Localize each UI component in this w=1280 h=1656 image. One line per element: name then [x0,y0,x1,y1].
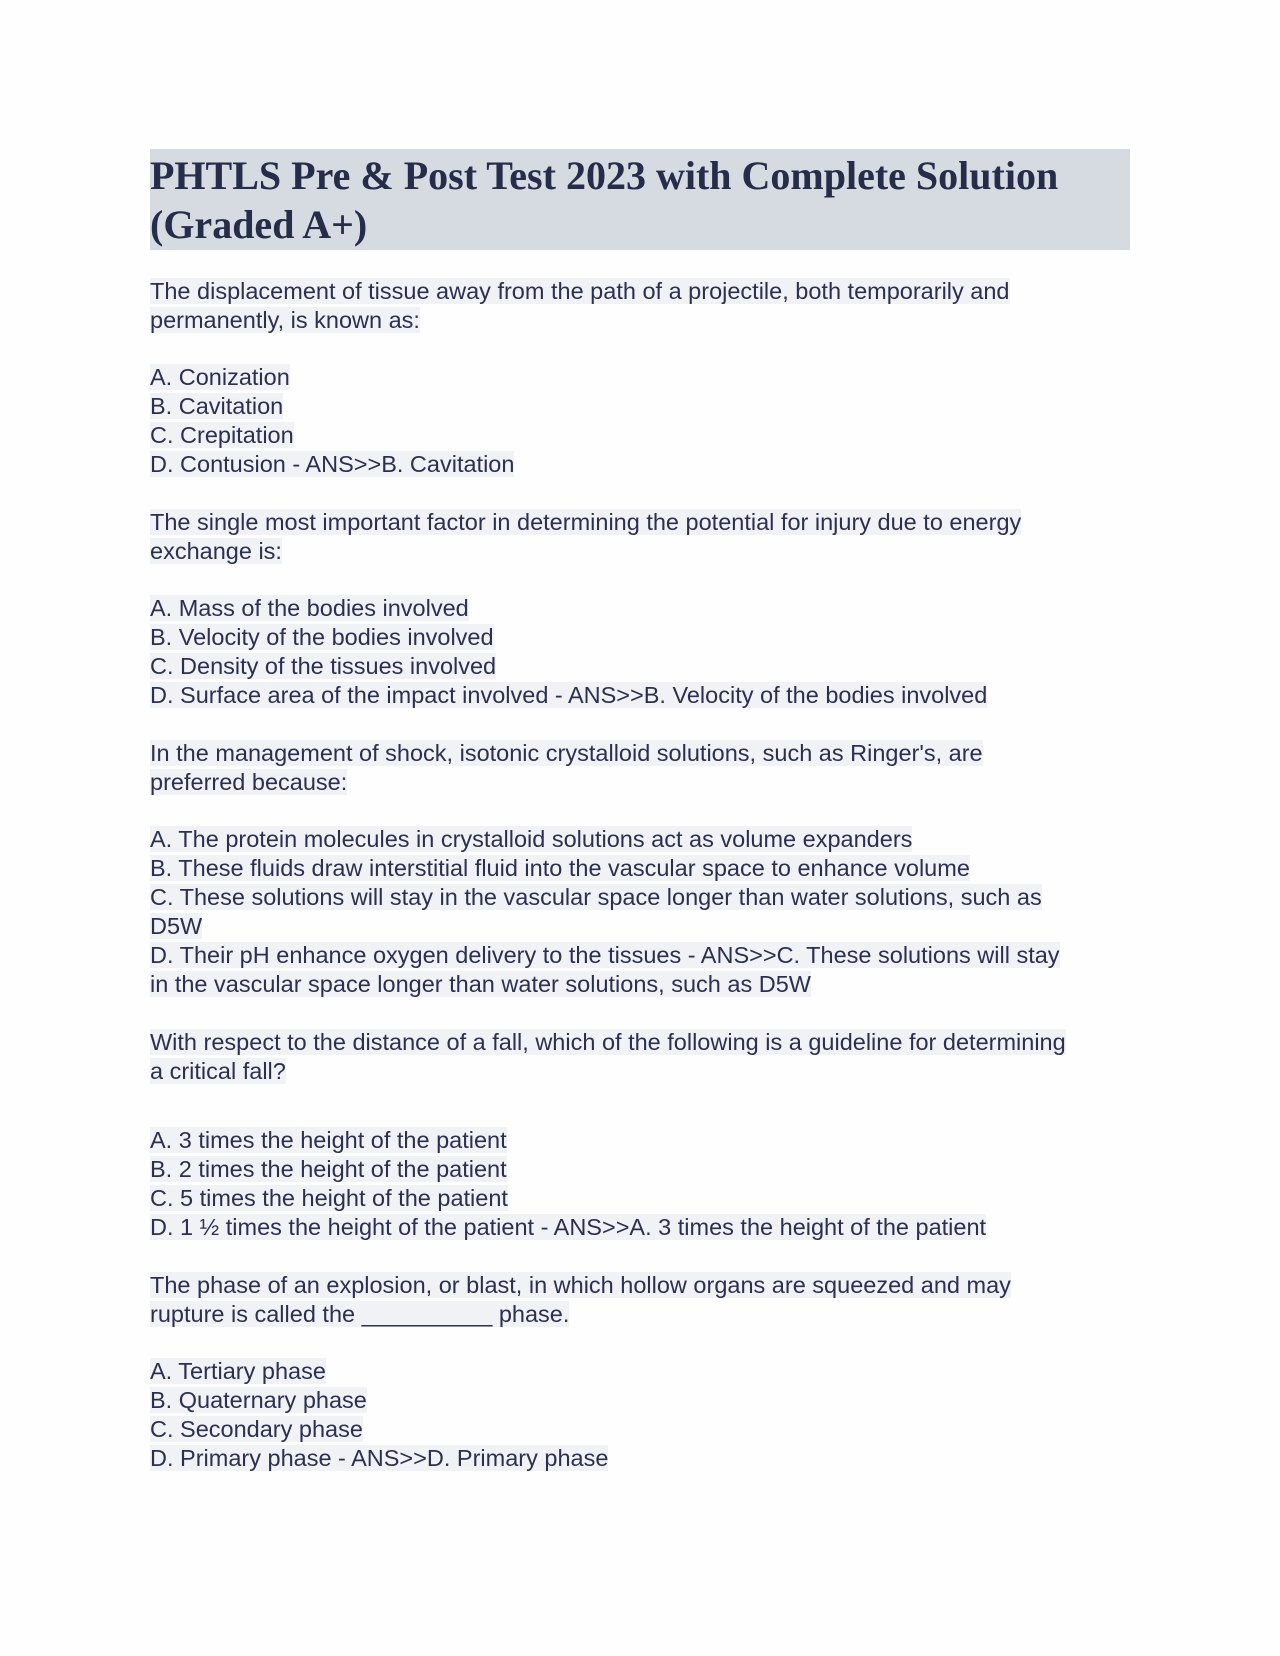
question-line: preferred because: [150,769,348,795]
question-text [150,1028,1130,1086]
document-page [150,149,1130,1473]
option-answer-line: in the vascular space longer than water solutions, such as D5W [150,971,811,997]
option-line: A. Mass of the bodies involved [150,595,469,621]
question-line: rupture is called the __________ phase. [150,1301,570,1327]
question-block [150,1028,1130,1242]
answer-options [150,594,1130,710]
question-block [150,1271,1130,1473]
answer-options [150,1357,1130,1473]
option-answer-line: D. 1 ½ times the height of the patient - ANS>>A. 3 times the height of the patient [150,1214,987,1240]
document-title [150,149,1130,250]
question-text [150,277,1130,335]
option-line: A. 3 times the height of the patient [150,1127,507,1153]
option-answer-line: D. Surface area of the impact involved - ANS>>B. Velocity of the bodies involved [150,682,988,708]
option-line: C. Density of the tissues involved [150,653,497,679]
answer-options [150,825,1130,999]
option-line: C. Crepitation [150,422,294,448]
option-line: A. The protein molecules in crystalloid solutions act as volume expanders [150,826,913,852]
question-block [150,508,1130,710]
question-text [150,739,1130,797]
question-line: permanently, is known as: [150,307,420,333]
question-block [150,739,1130,999]
answer-options [150,363,1130,479]
option-line: B. These fluids draw interstitial fluid into the vascular space to enhance volume [150,855,970,881]
question-line: The phase of an explosion, or blast, in which hollow organs are squeezed and may [150,1272,1011,1298]
question-text [150,1271,1130,1329]
option-line: B. Cavitation [150,393,284,419]
title-line: PHTLS Pre & Post Test 2023 with Complete Solution [150,153,1059,198]
question-line: With respect to the distance of a fall, which of the following is a guideline for determining [150,1029,1066,1055]
option-line: A. Conization [150,364,290,390]
option-line: D5W [150,913,203,939]
option-line: C. 5 times the height of the patient [150,1185,508,1211]
question-line: exchange is: [150,538,282,564]
question-line: The displacement of tissue away from the path of a projectile, both temporarily and [150,278,1010,304]
option-line: B. 2 times the height of the patient [150,1156,507,1182]
question-line: In the management of shock, isotonic crystalloid solutions, such as Ringer's, are [150,740,983,766]
option-line: C. Secondary phase [150,1416,363,1442]
option-line: A. Tertiary phase [150,1358,326,1384]
question-block [150,277,1130,479]
question-text [150,508,1130,566]
option-answer-line: D. Primary phase - ANS>>D. Primary phase [150,1445,609,1471]
question-line: a critical fall? [150,1058,286,1084]
option-line: B. Velocity of the bodies involved [150,624,494,650]
title-line: (Graded A+) [150,202,368,247]
option-answer-line: D. Their pH enhance oxygen delivery to the tissues - ANS>>C. These solutions will stay [150,942,1060,968]
option-answer-line: D. Contusion - ANS>>B. Cavitation [150,451,515,477]
option-line: B. Quaternary phase [150,1387,367,1413]
option-line: C. These solutions will stay in the vascular space longer than water solutions, such as [150,884,1042,910]
answer-options [150,1126,1130,1242]
question-line: The single most important factor in determining the potential for injury due to energy [150,509,1022,535]
